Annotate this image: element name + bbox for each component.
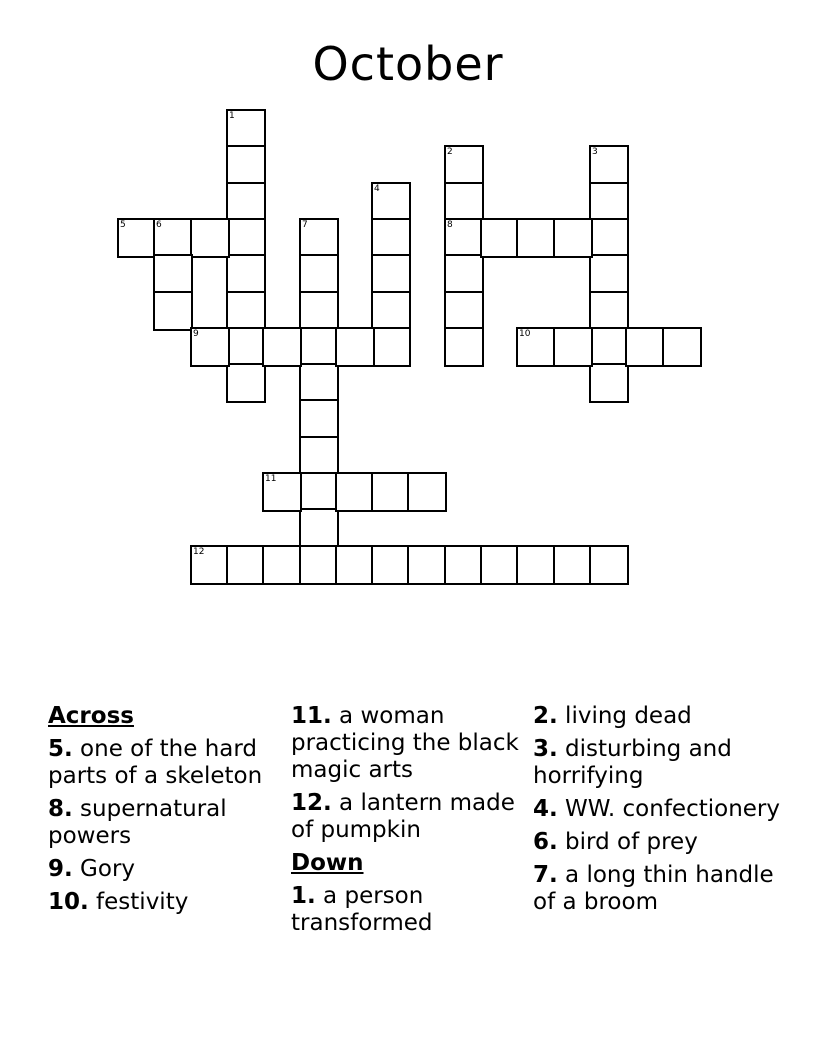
- clue-column-1: [48, 703, 278, 922]
- clue-number: 6: [156, 220, 162, 230]
- grid-cell[interactable]: [299, 291, 339, 331]
- grid-cell[interactable]: [371, 218, 411, 258]
- clue-column-3: [533, 703, 793, 922]
- grid-cell[interactable]: [299, 363, 339, 403]
- grid-cell[interactable]: [516, 545, 556, 585]
- clue-down-3: 3. disturbing and horrifying: [533, 736, 732, 789]
- grid-cell[interactable]: [371, 472, 411, 512]
- grid-cell[interactable]: [262, 545, 302, 585]
- down-heading: Down: [291, 850, 364, 876]
- grid-cell[interactable]: [190, 218, 230, 258]
- grid-cell[interactable]: [153, 291, 193, 331]
- grid-cell[interactable]: [335, 545, 375, 585]
- grid-cell[interactable]: [589, 545, 629, 585]
- grid-cell[interactable]: [589, 182, 629, 222]
- across-heading: Across: [48, 703, 134, 729]
- grid-cell[interactable]: [444, 182, 484, 222]
- clue-number: 7: [302, 220, 308, 230]
- grid-cell[interactable]: [589, 363, 629, 403]
- grid-cell[interactable]: [589, 145, 629, 185]
- grid-cell[interactable]: [589, 291, 629, 331]
- grid-cell[interactable]: [589, 218, 629, 258]
- grid-cell[interactable]: [226, 545, 266, 585]
- grid-cell[interactable]: [371, 291, 411, 331]
- grid-cell[interactable]: [407, 472, 447, 512]
- grid-cell[interactable]: [262, 472, 302, 512]
- grid-cell[interactable]: [444, 545, 484, 585]
- grid-cell[interactable]: [299, 545, 339, 585]
- clue-number: 8: [447, 220, 453, 230]
- grid-cell[interactable]: [553, 545, 593, 585]
- clue-across-9: 9. Gory: [48, 856, 136, 882]
- grid-cell[interactable]: [226, 363, 266, 403]
- grid-cell[interactable]: [299, 254, 339, 294]
- grid-cell[interactable]: [553, 327, 593, 367]
- grid-cell[interactable]: [371, 254, 411, 294]
- clue-across-5: 5. one of the hard parts of a skeleton: [48, 736, 263, 789]
- clue-column-2: [291, 703, 526, 943]
- clue-number: 1: [229, 111, 235, 121]
- grid-cell[interactable]: [444, 145, 484, 185]
- grid-cell[interactable]: [153, 254, 193, 294]
- clue-down-2: 2. living dead: [533, 703, 692, 729]
- grid-cell[interactable]: [553, 218, 593, 258]
- grid-cell[interactable]: [480, 545, 520, 585]
- grid-cell[interactable]: [335, 472, 375, 512]
- grid-cell[interactable]: [662, 327, 702, 367]
- clue-number: 4: [374, 184, 380, 194]
- grid-cell[interactable]: [407, 545, 447, 585]
- clue-number: 11: [265, 474, 277, 484]
- clue-down-4: 4. WW. confectionery: [533, 796, 780, 822]
- grid-cell[interactable]: [299, 472, 339, 512]
- clue-number: 10: [519, 329, 531, 339]
- grid-cell[interactable]: [226, 218, 266, 258]
- grid-cell[interactable]: [226, 145, 266, 185]
- clue-across-8: 8. supernatural powers: [48, 796, 227, 849]
- grid-cell[interactable]: [480, 218, 520, 258]
- clue-down-7: 7. a long thin handle of a broom: [533, 862, 774, 915]
- grid-cell[interactable]: [516, 218, 556, 258]
- clue-number: 12: [193, 547, 205, 557]
- grid-cell[interactable]: [371, 545, 411, 585]
- grid-cell[interactable]: [589, 327, 629, 367]
- clue-across-11: 11. a woman practicing the black magic arts: [291, 703, 519, 783]
- clue-number: 3: [592, 147, 598, 157]
- grid-cell[interactable]: [299, 436, 339, 476]
- grid-cell[interactable]: [299, 399, 339, 439]
- grid-cell[interactable]: [335, 327, 375, 367]
- clue-number: 5: [120, 220, 126, 230]
- clue-across-12: 12. a lantern made of pumpkin: [291, 790, 515, 843]
- grid-cell[interactable]: [371, 327, 411, 367]
- grid-cell[interactable]: [371, 182, 411, 222]
- clue-down-1: 1. a person transformed: [291, 883, 433, 936]
- grid-cell[interactable]: [516, 327, 556, 367]
- grid-cell[interactable]: [117, 218, 157, 258]
- grid-cell[interactable]: [444, 291, 484, 331]
- puzzle-title: October: [312, 37, 504, 91]
- grid-cell[interactable]: [226, 254, 266, 294]
- clue-down-6: 6. bird of prey: [533, 829, 698, 855]
- grid-cell[interactable]: [226, 291, 266, 331]
- grid-cell[interactable]: [153, 218, 193, 258]
- grid-cell[interactable]: [444, 327, 484, 367]
- grid-cell[interactable]: [444, 254, 484, 294]
- grid-cell[interactable]: [299, 218, 339, 258]
- grid-cell[interactable]: [226, 327, 266, 367]
- grid-cell[interactable]: [299, 327, 339, 367]
- clue-number: 2: [447, 147, 453, 157]
- grid-cell[interactable]: [190, 327, 230, 367]
- grid-cell[interactable]: [226, 182, 266, 222]
- grid-cell[interactable]: [299, 508, 339, 548]
- grid-cell[interactable]: [444, 218, 484, 258]
- clue-across-10: 10. festivity: [48, 889, 189, 915]
- grid-cell[interactable]: [262, 327, 302, 367]
- grid-cell[interactable]: [589, 254, 629, 294]
- clue-number: 9: [193, 329, 199, 339]
- grid-cell[interactable]: [190, 545, 230, 585]
- grid-cell[interactable]: [226, 109, 266, 149]
- grid-cell[interactable]: [625, 327, 665, 367]
